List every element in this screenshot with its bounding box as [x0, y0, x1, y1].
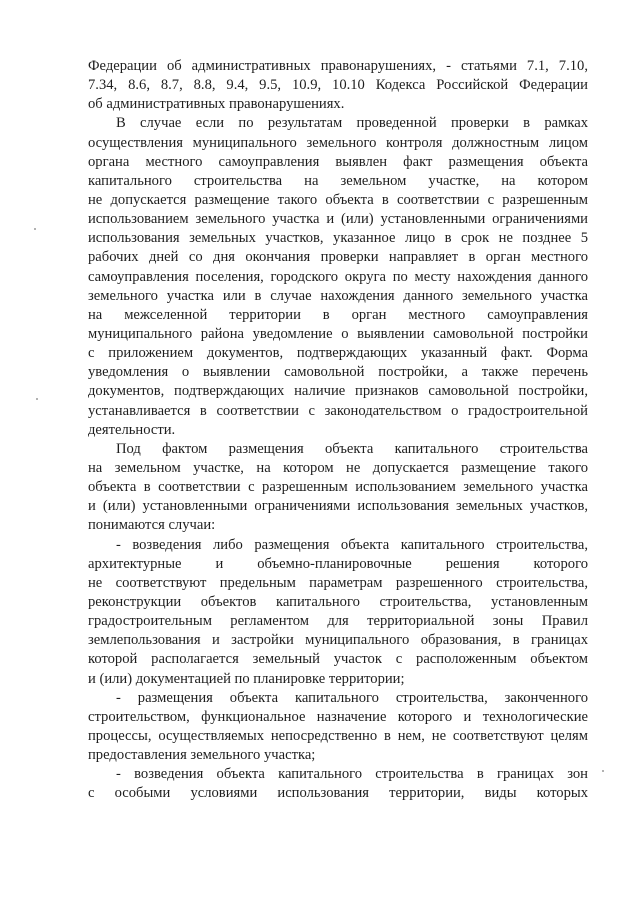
text-line: архитектурные и объемно-планировочные решения которого: [88, 555, 588, 572]
text-line: рабочих дней со дня окончания проверки направляет в орган местного: [88, 249, 588, 266]
paragraph-first-line: Под фактом размещения объекта капитального строительства: [116, 440, 588, 457]
text-line: об административных правонарушениях.: [88, 96, 345, 113]
scan-speck: [602, 770, 604, 772]
text-line: строительством, функциональное назначение которого и технологические: [88, 708, 588, 725]
text-line: самоуправления поселения, городского округа по месту нахождения данного: [88, 268, 588, 285]
text-line: с особыми условиями использования территории, виды которых: [88, 785, 588, 802]
text-line: деятельности.: [88, 421, 176, 438]
text-line: не соответствуют предельным параметрам разрешенного строительства,: [88, 574, 588, 591]
text-line: и (или) установленными ограничениями использования земельных участков,: [88, 498, 588, 515]
text-line: уведомления о выявлении самовольной постройки, а также перечень: [88, 364, 588, 381]
text-line: земельного участка или в случае нахождения данного земельного участка: [88, 287, 588, 304]
text-line: процессы, осуществляемых непосредственно в нем, не соответствуют целям: [88, 727, 588, 744]
text-line: документов, подтверждающих наличие признаков самовольной постройки,: [88, 383, 588, 400]
text-line: устанавливается в соответствии с законодательством о градостроительной: [88, 402, 588, 419]
text-line: не допускается размещение такого объекта в соответствии с разрешенным: [88, 191, 588, 208]
text-line: и (или) документацией по планировке территории;: [88, 670, 405, 687]
list-item-first-line: - возведения объекта капитального строительства в границах зон: [116, 766, 588, 783]
text-line: которой располагается земельный участок с расположенным объектом: [88, 651, 588, 668]
text-line: использованием земельного участка и (или) установленными ограничениями: [88, 211, 588, 228]
text-line: органа местного самоуправления выявлен факт размещения объекта: [88, 153, 588, 170]
text-line: на межселенной территории в орган местного самоуправления: [88, 306, 588, 323]
text-line: с приложением документов, подтверждающих указанный факт. Форма: [88, 345, 588, 362]
text-line: 7.34, 8.6, 8.7, 8.8, 9.4, 9.5, 10.9, 10.10 Кодекса Российской Федерации: [88, 77, 588, 94]
list-item-first-line: - возведения либо размещения объекта капитального строительства,: [116, 536, 588, 553]
scan-speck: [36, 398, 38, 400]
text-line: осуществления муниципального земельного контроля должностным лицом: [88, 134, 588, 151]
list-item-first-line: - размещения объекта капитального строительства, законченного: [116, 689, 588, 706]
text-line: использования земельных участков, указанное лицо в срок не позднее 5: [88, 230, 588, 247]
scan-speck: [34, 228, 36, 230]
paragraph-first-line: В случае если по результатам проведенной проверки в рамках: [116, 115, 588, 132]
text-line: капитального строительства на земельном участке, на котором: [88, 172, 588, 189]
text-line: реконструкции объектов капитального строительства, установленным: [88, 593, 588, 610]
text-line: предоставления земельного участка;: [88, 747, 316, 764]
text-line: землепользования и застройки муниципального образования, в границах: [88, 632, 588, 649]
text-line: объекта в соответствии с разрешенным использованием земельного участка: [88, 479, 588, 496]
text-line: понимаются случаи:: [88, 517, 216, 534]
text-line: на земельном участке, на котором не допускается размещение такого: [88, 459, 588, 476]
document-text-body: [88, 57, 588, 803]
text-line: Федерации об административных правонарушениях, - статьями 7.1, 7.10,: [88, 58, 588, 74]
text-line: муниципального района уведомление о выявлении самовольной постройки: [88, 325, 588, 342]
text-line: градостроительным регламентом для территориальной зоны Правил: [88, 613, 588, 630]
